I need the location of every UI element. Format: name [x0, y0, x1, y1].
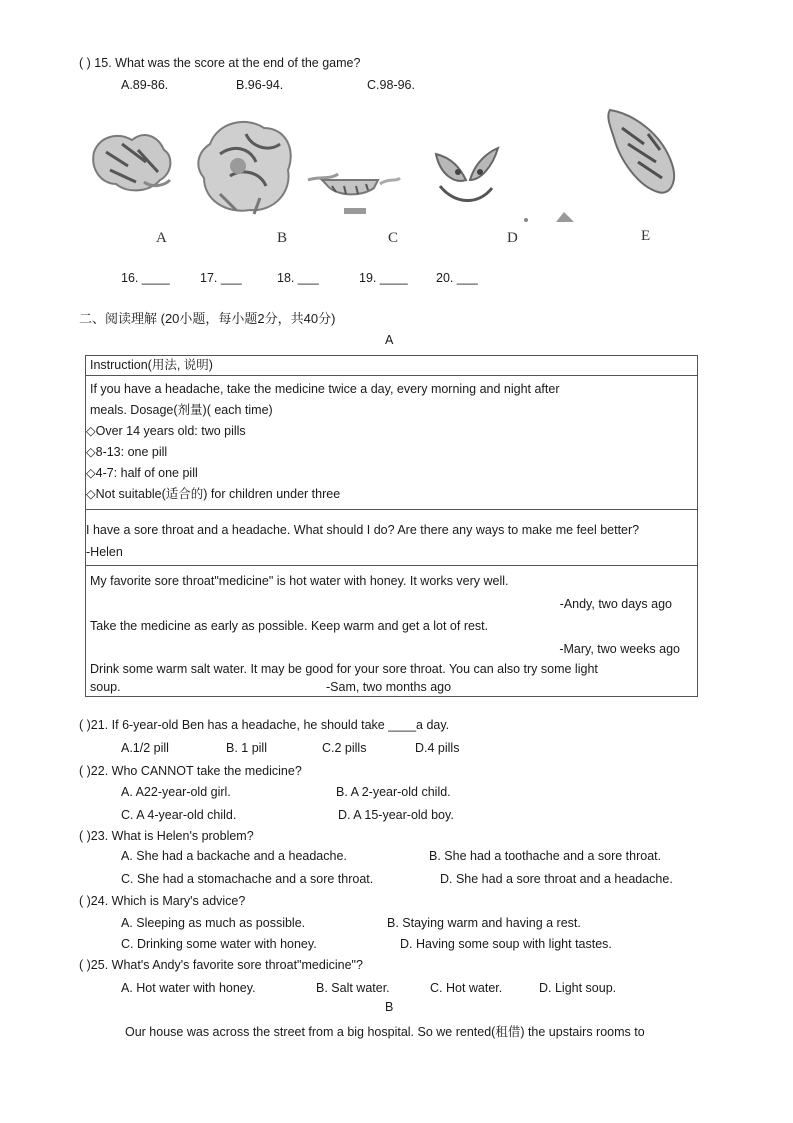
passage-b-label: B [385, 1000, 394, 1014]
q22-option-d: D. A 15-year-old boy. [338, 808, 454, 822]
helen-question-cell [86, 510, 698, 566]
scanned-sketch-b-icon [190, 114, 300, 218]
q25-option-c: C. Hot water. [430, 981, 503, 995]
q21-option-c: C.2 pills [322, 741, 367, 755]
replies-cell [86, 566, 698, 697]
q23-option-b: B. She had a toothache and a sore throat. [429, 849, 662, 863]
dosage-item: ◇Not suitable(适合的) for children under three [86, 487, 341, 501]
q24-option-d: D. Having some soup with light tastes. [400, 937, 612, 951]
andy-reply: My favorite sore throat"medicine" is hot water with honey. It works very well. [90, 574, 509, 588]
q22-option-b: B. A 2-year-old child. [336, 785, 451, 799]
scanned-sketch-d-icon [430, 144, 510, 214]
picture-label-b: B [277, 230, 288, 246]
instruction-line: If you have a headache, take the medicine twice a day, every morning and night after [90, 382, 560, 396]
q21-option-d: D.4 pills [415, 741, 460, 755]
q24-option-c: C. Drinking some water with honey. [121, 937, 317, 951]
section-heading: 二、阅读理解 (20小题，每小题2分，共40分) [79, 311, 336, 326]
q22-option-a: A. A22-year-old girl. [121, 785, 231, 799]
helen-question: I have a sore throat and a headache. What should I do? Are there any ways to make me feel better? [86, 523, 640, 537]
question-25: ( )25. What's Andy's favorite sore throat"medicine"? [79, 958, 363, 972]
q23-option-d: D. She had a sore throat and a headache. [440, 872, 673, 886]
question-22: ( )22. Who CANNOT take the medicine? [79, 764, 302, 778]
instruction-line: meals. Dosage(剂量)( each time) [90, 403, 273, 417]
question-21: ( )21. If 6-year-old Ben has a headache, he should take ____a day. [79, 718, 450, 732]
dosage-item: ◇Over 14 years old: two pills [86, 424, 246, 438]
andy-signature: -Andy, two days ago [559, 597, 672, 611]
q15-option-c: C.98-96. [367, 78, 415, 92]
q24-option-a: A. Sleeping as much as possible. [121, 916, 306, 930]
picture-label-e: E [641, 228, 651, 244]
blank-16[interactable]: 16. ____ [121, 271, 170, 285]
question-24: ( )24. Which is Mary's advice? [79, 894, 246, 908]
question-23: ( )23. What is Helen's problem? [79, 829, 254, 843]
picture-label-c: C [388, 230, 399, 246]
q25-option-b: B. Salt water. [316, 981, 390, 995]
q23-option-a: A. She had a backache and a headache. [121, 849, 347, 863]
blank-20[interactable]: 20. ___ [436, 271, 478, 285]
passage-a-label: A [385, 333, 394, 347]
q21-option-b: B. 1 pill [226, 741, 267, 755]
dosage-item: ◇4-7: half of one pill [86, 466, 198, 480]
sam-reply-end: soup. [90, 680, 121, 694]
picture-label-d: D [507, 230, 518, 246]
sam-signature: -Sam, two months ago [326, 680, 452, 694]
q21-option-a: A.1/2 pill [121, 741, 169, 755]
q15-option-a: A.89-86. [121, 78, 169, 92]
blank-18[interactable]: 18. ___ [277, 271, 319, 285]
instruction-body-cell [86, 376, 698, 510]
scanned-sketch-c-icon [304, 150, 404, 220]
q25-option-d: D. Light soup. [539, 981, 617, 995]
picture-label-a: A [156, 230, 167, 246]
helen-signature: -Helen [86, 545, 123, 559]
mary-signature: -Mary, two weeks ago [559, 642, 680, 656]
instruction-title-cell [86, 356, 698, 376]
instruction-table [85, 355, 698, 697]
sam-reply: Drink some warm salt water. It may be good for your sore throat. You can also try some light [90, 662, 598, 676]
q23-option-c: C. She had a stomachache and a sore throat. [121, 872, 374, 886]
q22-option-c: C. A 4-year-old child. [121, 808, 237, 822]
instruction-title: Instruction(用法, 说明) [90, 358, 213, 372]
q15-option-b: B.96-94. [236, 78, 284, 92]
mary-reply: Take the medicine as early as possible. Keep warm and get a lot of rest. [90, 619, 489, 633]
scanned-sketch-a-icon [88, 122, 178, 202]
q24-option-b: B. Staying warm and having a rest. [387, 916, 581, 930]
blank-19[interactable]: 19. ____ [359, 271, 408, 285]
question-15 [79, 56, 360, 70]
scanned-speck-icon [520, 206, 580, 228]
dosage-item: ◇8-13: one pill [86, 445, 168, 459]
scanned-sketch-e-icon [600, 104, 680, 200]
q25-option-a: A. Hot water with honey. [121, 981, 256, 995]
blank-17[interactable]: 17. ___ [200, 271, 242, 285]
passage-b-first-line: Our house was across the street from a big hospital. So we rented(租借) the upstairs rooms to [125, 1025, 645, 1039]
answer-paren: ( ) [79, 56, 91, 70]
question-stem: 15. What was the score at the end of the game? [94, 56, 361, 70]
